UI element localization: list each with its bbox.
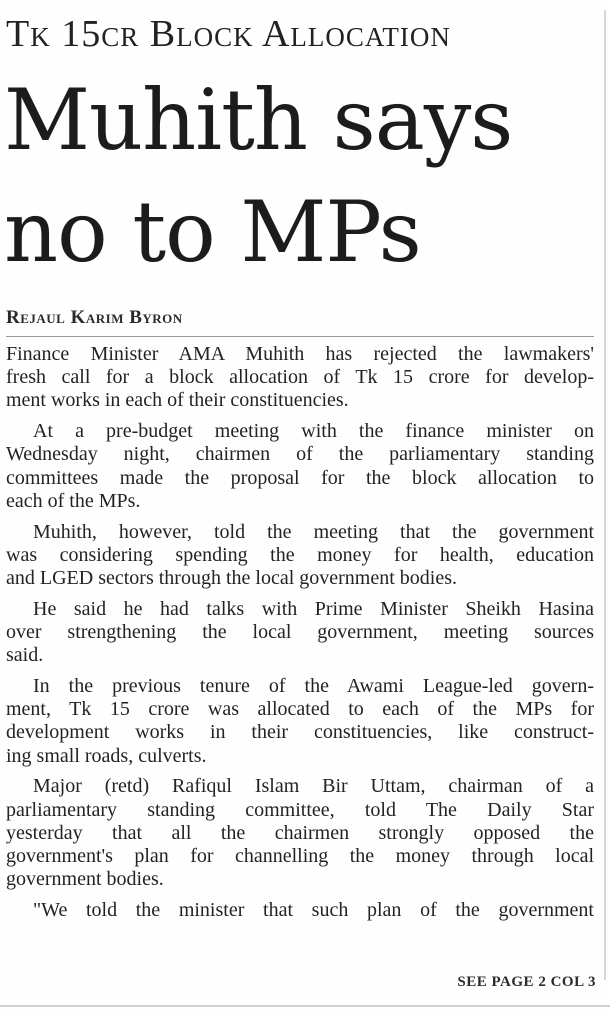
column-rule: [604, 10, 606, 980]
text-line: ing small roads, culverts.: [6, 744, 207, 767]
paragraph: [6, 343, 594, 413]
headline-line: Muhith says: [4, 71, 513, 169]
text-line: Major (retd) Rafiqul Islam Bir Uttam, chairman of a: [33, 775, 594, 798]
byline-divider: [6, 336, 594, 337]
continuation-link[interactable]: SEE PAGE 2 COL 3: [457, 974, 596, 990]
headline-line: no to MPs: [4, 183, 421, 281]
text-line: said.: [6, 644, 44, 667]
text-line: development works in their constituencies, like construct-: [6, 721, 594, 744]
text-line: In the previous tenure of the Awami League-led govern-: [33, 675, 594, 698]
text-line: government bodies.: [6, 868, 164, 891]
text-line: was considering spending the money for health, education: [6, 543, 594, 566]
paragraph: [6, 675, 594, 768]
paragraph: [6, 420, 594, 513]
article-body: [6, 343, 594, 930]
paragraph: [6, 598, 594, 668]
text-line: government's plan for channelling the money through local: [6, 845, 594, 868]
text-line: fresh call for a block allocation of Tk 15 crore for develop-: [6, 366, 594, 389]
text-line: and LGED sectors through the local government bodies.: [6, 567, 457, 590]
paragraph: [6, 899, 594, 922]
headline: [4, 64, 604, 288]
text-line: Muhith, however, told the meeting that the government: [33, 520, 594, 543]
text-line: Finance Minister AMA Muhith has rejected the lawmakers': [6, 343, 594, 365]
paragraph: [6, 521, 594, 591]
text-line: each of the MPs.: [6, 489, 141, 512]
text-line: He said he had talks with Prime Minister Sheikh Hasina: [33, 597, 594, 620]
text-line: yesterday that all the chairmen strongly opposed the: [6, 821, 594, 844]
text-line: Wednesday night, chairmen of the parliamentary standing: [6, 443, 594, 466]
text-line: ment works in each of their constituencies.: [6, 389, 349, 412]
text-line: committees made the proposal for the block allocation to: [6, 466, 594, 489]
text-line: At a pre-budget meeting with the finance minister on: [33, 420, 594, 443]
text-line: parliamentary standing committee, told The Daily Star: [6, 798, 594, 821]
byline: Rejaul Karim Byron: [6, 307, 183, 328]
text-line: "We told the minister that such plan of the government: [33, 899, 594, 922]
bottom-divider: [0, 1005, 610, 1007]
kicker: Tk 15cr Block Allocation: [6, 13, 451, 55]
text-line: ment, Tk 15 crore was allocated to each of the MPs for: [6, 698, 594, 721]
paragraph: [6, 775, 594, 891]
text-line: over strengthening the local government, meeting sources: [6, 621, 594, 644]
